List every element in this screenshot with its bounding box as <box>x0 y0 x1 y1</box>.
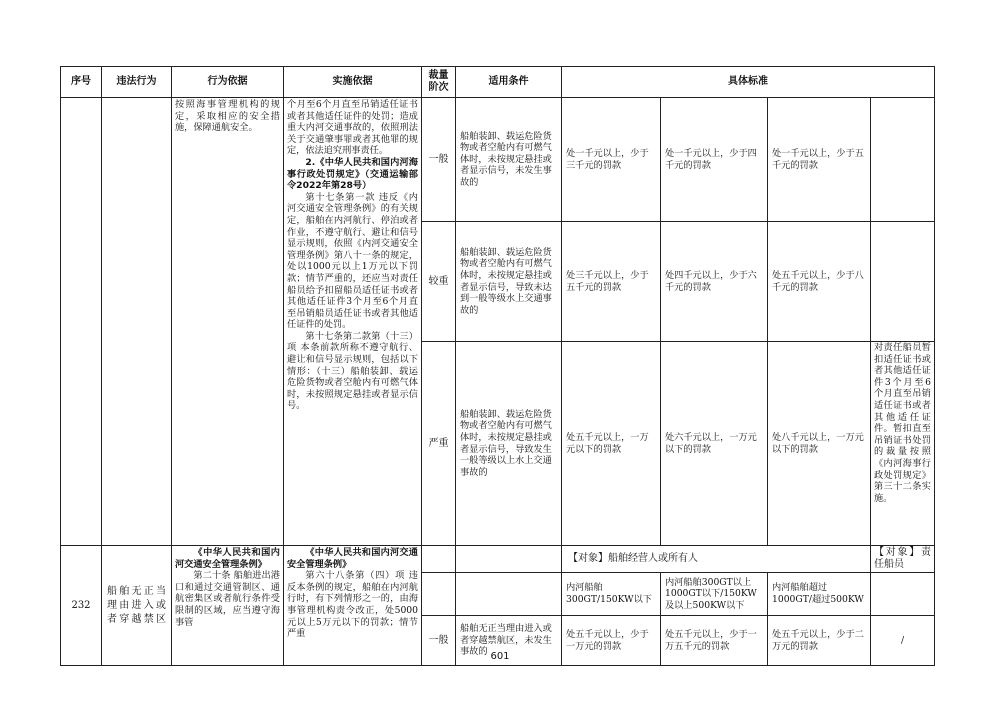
header-basis: 行为依据 <box>172 67 284 98</box>
empty-cell <box>871 573 935 616</box>
vessel-class-small: 内河船舶300GT/150KW以下 <box>562 573 661 616</box>
tier-standard-medium: 处四千元以上，少于六千元的罚款 <box>661 222 768 342</box>
item-object-main: 【对象】船舶经营人或所有人 <box>562 546 871 573</box>
vessel-class-large: 内河船舶超过1000GT/超过500KW <box>768 573 871 616</box>
item-impl-text: 第六十八条第（四）项 违反本条例的规定，船舶在内河航行时，有下列情形之一的，由海事管理机构责令改正，处5000元以上5万元以下的罚款；情节严重 <box>287 570 418 640</box>
empty-cell <box>422 546 456 573</box>
tier-condition: 船舶装卸、载运危险货物或者空舱内有可燃气体时，未按规定悬挂或者显示信号，导致未达到一般等级水上交通事故的 <box>456 222 562 342</box>
header-standards: 具体标准 <box>562 67 935 98</box>
header-conditions: 适用条件 <box>456 67 562 98</box>
item-basis-title: 《中华人民共和国内河交通安全管理条例》 <box>175 547 280 570</box>
tier-standard-small: 处一千元以上，少于三千元的罚款 <box>562 98 661 222</box>
tier-standard-small: 处五千元以上，少于一万元的罚款 <box>562 616 661 666</box>
item-seq: 232 <box>61 546 102 666</box>
item-basis-text: 第二十条 船舶进出港口和通过交通管制区、通航密集区或者航行条件受限制的区域，应当遵守海事管 <box>175 570 280 628</box>
empty-cell <box>456 573 562 616</box>
tier-standard-large: 处一千元以上，少于五千元的罚款 <box>768 98 871 222</box>
vessel-class-medium: 内河船舶300GT以上1000GT以下/150KW及以上500KW以下 <box>661 573 768 616</box>
tier-standard-medium: 处一千元以上，少于四千元的罚款 <box>661 98 768 222</box>
tier-note <box>871 98 935 222</box>
tier-condition: 船舶装卸、载运危险货物或者空舱内有可燃气体时，未按规定悬挂或者显示信号，未发生事故的 <box>456 98 562 222</box>
header-violation: 违法行为 <box>102 67 172 98</box>
tier-condition: 船舶装卸、载运危险货物或者空舱内有可燃气体时，未按规定悬挂或者显示信号，导致发生一般等级以上水上交通事故的 <box>456 342 562 546</box>
empty-cell <box>422 573 456 616</box>
prev-impl-p3: 第十七条第一款 违反《内河交通安全管理条例》的有关规定，船舶在内河航行、停泊或者作业，不遵守航行、避让和信号显示规则，依照《内河交通安全管理条例》第八十一条的规定，处以1000元以上1万元以下罚款；情节严重的，还应当对责任船员给予扣留船员适任证书或者其他适任证件3个月至6个月直至吊销船员适任证书或者其他适任证件的处罚。 <box>287 191 418 331</box>
item-impl-cell <box>284 546 422 666</box>
tier-note: / <box>871 616 935 666</box>
prev-impl-cell <box>284 98 422 546</box>
prev-basis-text: 按照海事管理机构的规定，采取相应的安全措施，保障通航安全。 <box>175 99 280 134</box>
table-row <box>61 546 935 573</box>
tier-level: 严重 <box>422 342 456 546</box>
header-row <box>61 67 935 98</box>
header-level: 裁量阶次 <box>422 67 456 98</box>
tier-standard-medium: 处五千元以上，少于一万五千元的罚款 <box>661 616 768 666</box>
tier-note: 对责任船员暂扣适任证书或者其他适任证件3个月至6个月直至吊销适任证书或者其他适任证件。暂扣直至吊销证书处罚的裁量按照《内河海事行政处罚规定》第三十二条实施。 <box>871 342 935 546</box>
prev-impl-p4: 第十七条第二款第（十三）项 本条前款所称不遵守航行、避让和信号显示规则，包括以下情形：（十三）船舶装卸、载运危险货物或者空舱内有可燃气体时，未按照规定悬挂或者显示信号。 <box>287 330 418 412</box>
header-seq: 序号 <box>61 67 102 98</box>
prev-impl-p1: 个月至6个月直至吊销适任证书或者其他适任证件的处罚；造成重大内河交通事故的，依照刑法关于交通肇事罪或者其他罪的规定，依法追究刑事责任。 <box>287 99 418 157</box>
tier-note <box>871 222 935 342</box>
item-violation: 船舶无正当理由进入或者穿越禁区 <box>102 546 172 666</box>
tier-standard-small: 处三千元以上，少于五千元的罚款 <box>562 222 661 342</box>
tier-standard-large: 处五千元以上，少于八千元的罚款 <box>768 222 871 342</box>
table-row <box>61 98 935 222</box>
prev-impl-p2-title: 2.《中华人民共和国内河海事行政处罚规定》（交通运输部令2022年第28号） <box>287 156 418 192</box>
prev-violation-cell <box>102 98 172 546</box>
page-number: 601 <box>490 651 510 662</box>
tier-standard-medium: 处六千元以上，一万元以下的罚款 <box>661 342 768 546</box>
tier-standard-large: 处五千元以上，少于二万元的罚款 <box>768 616 871 666</box>
tier-standard-large: 处八千元以上，一万元以下的罚款 <box>768 342 871 546</box>
prev-seq-cell <box>61 98 102 546</box>
prev-basis-cell <box>172 98 284 546</box>
empty-cell <box>456 546 562 573</box>
tier-level: 一般 <box>422 98 456 222</box>
header-impl-basis: 实施依据 <box>284 67 422 98</box>
tier-condition: 船舶无正当理由进入或者穿越禁航区，未发生事故的 <box>456 616 562 666</box>
tier-level: 一般 <box>422 616 456 666</box>
penalty-table <box>60 66 935 666</box>
tier-standard-small: 处五千元以上，一万元以下的罚款 <box>562 342 661 546</box>
item-object-note: 【对象】责任船员 <box>871 546 935 573</box>
item-basis-cell <box>172 546 284 666</box>
tier-level: 较重 <box>422 222 456 342</box>
item-impl-title: 《中华人民共和国内河交通安全管理条例》 <box>287 547 418 570</box>
